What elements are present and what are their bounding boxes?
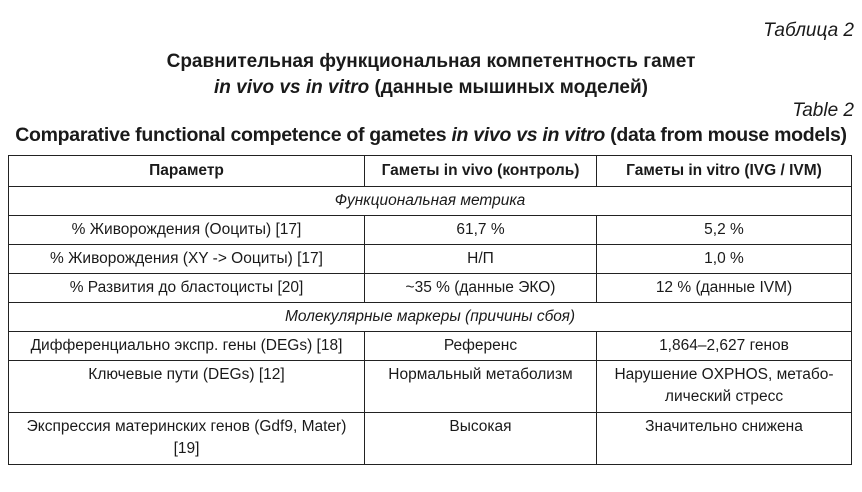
title-ru-italic: in vivo vs in vitro	[213, 77, 370, 98]
title-en	[0, 124, 862, 147]
table-row	[9, 216, 852, 245]
cell-in-vivo: 61,7 %	[365, 216, 597, 245]
cell-parameter: Дифференциально экспр. гены (DEGs) [18]	[9, 332, 365, 361]
header-in-vitro: Гаметы in vitro (IVG / IVM)	[597, 156, 852, 187]
header-row	[9, 156, 852, 187]
title-en-italic: in vivo vs in vitro	[451, 124, 606, 146]
title-ru-line2	[0, 76, 862, 100]
title-ru-line1: Сравнительная функциональная компетентность гамет	[166, 51, 696, 72]
cell-in-vivo: Нормальный метаболизм	[365, 361, 597, 413]
cell-in-vitro: Нарушение OXPHOS, метабо-лический стресс	[597, 361, 852, 413]
cell-parameter: % Развития до бластоцисты [20]	[9, 274, 365, 303]
cell-in-vitro: Значительно снижена	[597, 413, 852, 465]
cell-in-vitro: 5,2 %	[597, 216, 852, 245]
cell-in-vivo: Референс	[365, 332, 597, 361]
cell-parameter: % Живорождения (Ооциты) [17]	[9, 216, 365, 245]
cell-in-vitro: 1,0 %	[597, 245, 852, 274]
cell-in-vitro: 1,864–2,627 генов	[597, 332, 852, 361]
section-molecular: Молекулярные маркеры (причины сбоя)	[9, 303, 852, 332]
header-parameter: Параметр	[9, 156, 365, 187]
table-row	[9, 245, 852, 274]
table-row	[9, 413, 852, 465]
header-in-vivo: Гаметы in vivo (контроль)	[365, 156, 597, 187]
cell-parameter: % Живорождения (XY -> Ооциты) [17]	[9, 245, 365, 274]
section-row	[9, 187, 852, 216]
title-ru-rest: (данные мышиных моделей)	[369, 77, 648, 98]
comparison-table	[8, 155, 852, 465]
cell-in-vivo: ~35 % (данные ЭКО)	[365, 274, 597, 303]
cell-in-vitro: 12 % (данные IVM)	[597, 274, 852, 303]
cell-in-vivo: Высокая	[365, 413, 597, 465]
section-row	[9, 303, 852, 332]
title-en-part1: Comparative functional competence of gametes	[15, 124, 452, 146]
cell-parameter: Экспрессия материнских генов (Gdf9, Mater) [19]	[9, 413, 365, 465]
table-row	[9, 332, 852, 361]
title-en-part2: (data from mouse models)	[605, 124, 847, 146]
table-label-en: Table 2	[792, 100, 854, 121]
cell-in-vivo: Н/П	[365, 245, 597, 274]
section-functional: Функциональная метрика	[9, 187, 852, 216]
cell-parameter: Ключевые пути (DEGs) [12]	[9, 361, 365, 413]
table-row	[9, 274, 852, 303]
table-label-ru: Таблица 2	[763, 20, 854, 41]
table-row	[9, 361, 852, 413]
